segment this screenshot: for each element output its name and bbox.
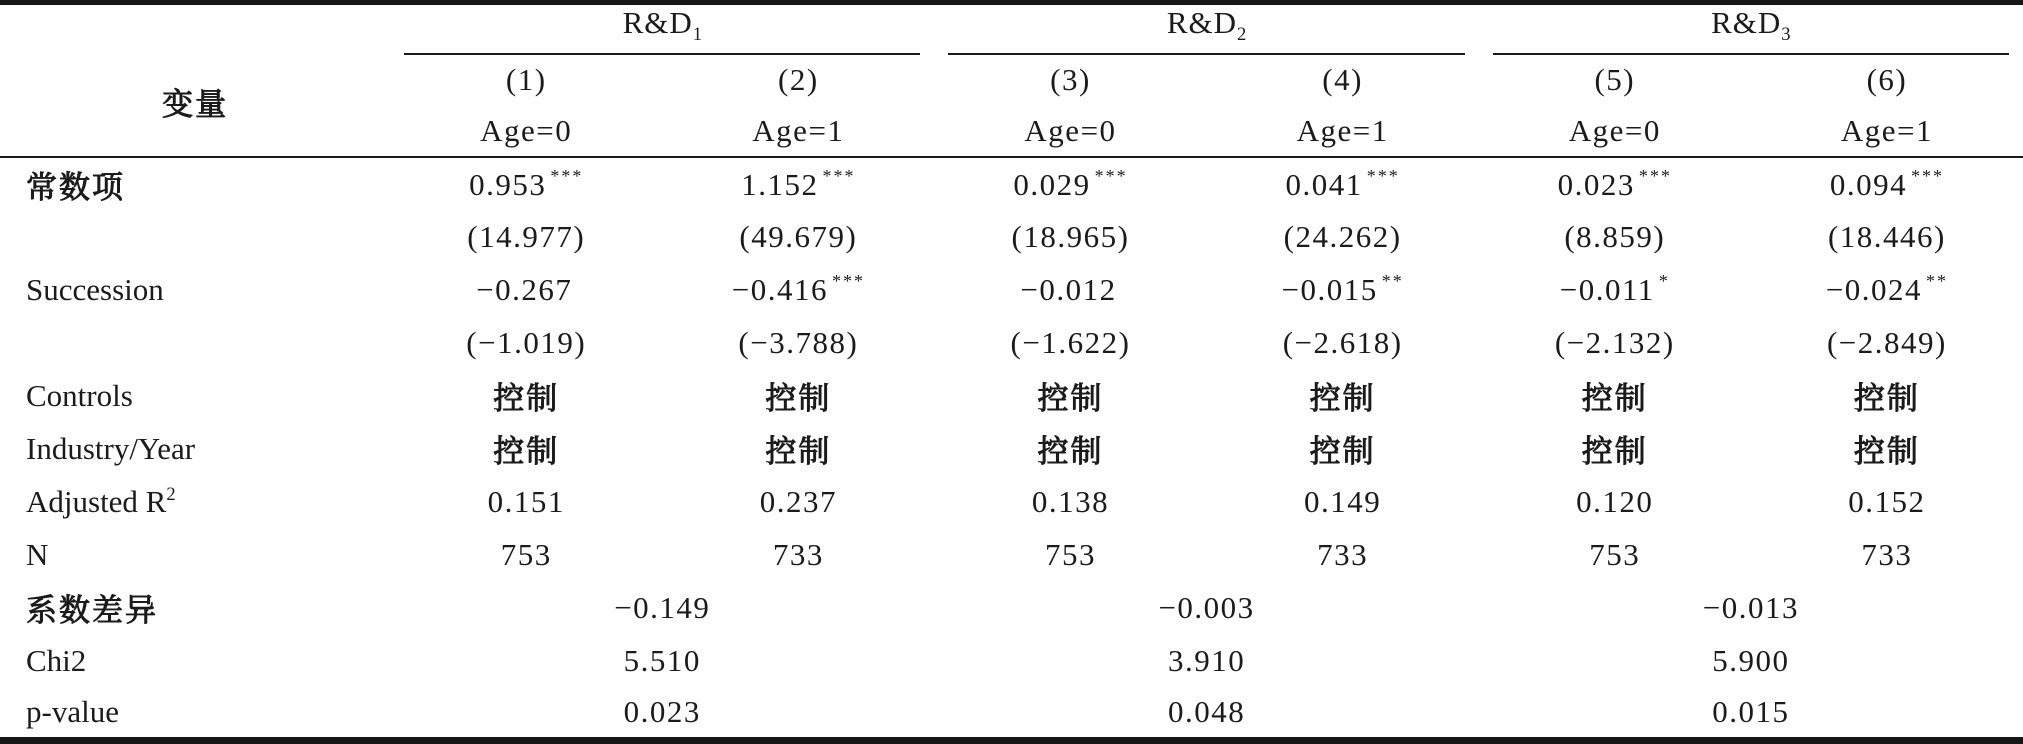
model-number-6: (6): [1866, 62, 1908, 97]
controlled-cell: 控制: [493, 381, 560, 417]
age-label-4: Age=1: [1207, 105, 1479, 157]
controlled-cell: 控制: [1853, 434, 1920, 470]
coef-cell: [1479, 263, 1751, 316]
coef-cell: [1479, 157, 1751, 210]
significance-stars: **: [1381, 271, 1404, 292]
controlled-cell: 控制: [1581, 434, 1648, 470]
coef-value: −0.416: [731, 272, 828, 308]
coef-value: 0.023: [1557, 166, 1635, 202]
controlled-cell: 控制: [1037, 381, 1104, 417]
row-label-adjusted-r2: [0, 475, 390, 528]
group-stat-cell: 0.023: [623, 694, 701, 730]
coef-cell: [1207, 157, 1479, 210]
coef-value: −0.015: [1281, 272, 1378, 308]
succession-coef-row: [0, 263, 2023, 316]
stat-cell: 0.138: [1031, 483, 1110, 519]
coef-value: 0.029: [1013, 166, 1091, 202]
coef-value: −0.267: [476, 272, 573, 308]
group-stat-cell: −0.013: [1702, 589, 1799, 625]
stat-cell: 0.152: [1848, 483, 1926, 519]
model-number-4: (4): [1322, 62, 1363, 97]
controlled-cell: 控制: [765, 381, 832, 417]
stat-cell: 0.149: [1304, 483, 1382, 519]
coef-value: −0.024: [1825, 272, 1923, 308]
coef-value: −0.012: [1020, 272, 1117, 308]
controlled-cell: 控制: [1581, 381, 1648, 417]
group-subscript-rd3: 3: [1781, 24, 1791, 45]
row-label-n: N: [26, 536, 49, 572]
coef-cell: [662, 157, 934, 210]
tstat-cell: (−1.019): [466, 324, 587, 360]
row-label-controls: Controls: [26, 377, 133, 413]
coef-value: 0.094: [1829, 166, 1908, 202]
tstat-cell: (49.679): [739, 218, 858, 254]
tstat-cell: (−2.132): [1554, 324, 1675, 360]
model-number-5: (5): [1594, 62, 1636, 97]
significance-stars: ***: [832, 271, 865, 292]
adjusted-r-exponent: 2: [166, 483, 176, 505]
controls-row: [0, 369, 2023, 422]
controlled-cell: 控制: [1309, 381, 1376, 417]
group-stat-cell: −0.149: [614, 589, 711, 625]
stat-cell: 753: [1045, 536, 1096, 572]
controlled-cell: 控制: [1853, 381, 1920, 417]
tstat-cell: (−1.622): [1010, 324, 1131, 360]
succession-tstat-row: [0, 316, 2023, 369]
group-stat-cell: −0.003: [1158, 589, 1255, 625]
group-header-rd3: [1479, 3, 2023, 56]
tstat-cell: (−2.849): [1826, 324, 1947, 360]
row-label-succession: Succession: [26, 271, 164, 307]
coef-cell: [390, 157, 662, 210]
constant-tstat-row: [0, 210, 2023, 263]
group-label-rd1: R&D: [622, 5, 693, 40]
chi2-row: [0, 634, 2023, 687]
stat-cell: 0.151: [487, 483, 565, 519]
coef-value: −0.011: [1559, 272, 1655, 308]
coef-value: 0.041: [1285, 166, 1363, 202]
row-label-empty: [0, 316, 390, 369]
group-label-rd3: R&D: [1711, 5, 1782, 40]
age-label-5: Age=0: [1479, 105, 1751, 157]
stat-cell: 0.120: [1576, 483, 1654, 519]
controlled-cell: 控制: [1037, 434, 1104, 470]
tstat-cell: (−3.788): [738, 324, 859, 360]
group-stat-cell: 0.015: [1712, 694, 1790, 730]
group-stat-cell: 5.900: [1712, 642, 1790, 678]
adjusted-r2-row: [0, 475, 2023, 528]
coef-cell: [662, 263, 934, 316]
group-stat-cell: 5.510: [623, 642, 701, 678]
age-label-6: Age=1: [1751, 105, 2023, 157]
tstat-cell: (24.262): [1283, 218, 1402, 254]
tstat-cell: (8.859): [1564, 218, 1666, 254]
variable-column-header: [0, 3, 390, 158]
table-body: [0, 157, 2023, 741]
group-label-rd2: R&D: [1166, 5, 1238, 40]
stat-cell: 753: [500, 536, 552, 572]
coef-cell: [1751, 263, 2023, 316]
significance-stars: ***: [550, 165, 584, 186]
n-row: [0, 528, 2023, 581]
coef-cell: [934, 263, 1206, 316]
controlled-cell: 控制: [493, 434, 560, 470]
age-label-2: Age=1: [662, 105, 934, 157]
group-subscript-rd1: 1: [692, 24, 703, 45]
row-label-p-value: p-value: [26, 694, 119, 730]
controlled-cell: 控制: [1309, 434, 1376, 470]
significance-stars: ***: [1094, 165, 1128, 186]
significance-stars: ***: [1638, 165, 1672, 186]
p-value-row: [0, 687, 2023, 740]
coef-diff-row: [0, 581, 2023, 634]
group-stat-cell: 0.048: [1167, 694, 1246, 730]
row-label-coef-diff: 系数差异: [26, 593, 158, 629]
stat-cell: 733: [1317, 536, 1369, 572]
tstat-cell: (−2.618): [1282, 324, 1403, 360]
adjusted-r-label: Adjusted R: [26, 483, 167, 519]
stat-cell: 733: [772, 536, 824, 572]
stat-cell: 733: [1861, 536, 1913, 572]
significance-stars: ***: [1911, 165, 1945, 186]
row-label-empty: [0, 210, 390, 263]
tstat-cell: (14.977): [467, 218, 586, 254]
significance-stars: ***: [822, 165, 856, 186]
coef-value: 0.953: [469, 166, 547, 202]
model-number-1: (1): [505, 62, 547, 97]
coef-value: 1.152: [741, 166, 819, 202]
group-header-row: [0, 3, 2023, 56]
stat-cell: 0.237: [759, 483, 837, 519]
controlled-cell: 控制: [765, 434, 832, 470]
model-number-2: (2): [778, 62, 819, 97]
coef-cell: [1751, 157, 2023, 210]
constant-coef-row: [0, 157, 2023, 210]
tstat-cell: (18.965): [1011, 218, 1130, 254]
variable-header-label: 变量: [162, 87, 229, 122]
coef-cell: [390, 263, 662, 316]
group-stat-cell: 3.910: [1167, 642, 1246, 678]
group-subscript-rd2: 2: [1237, 24, 1247, 45]
significance-stars: *: [1658, 271, 1670, 292]
table-header: [0, 3, 2023, 158]
row-label-chi2: Chi2: [26, 642, 87, 678]
group-header-rd1: [390, 3, 934, 56]
group-underline: [1493, 5, 2009, 55]
stat-cell: 753: [1589, 536, 1641, 572]
model-number-3: (3): [1050, 62, 1091, 97]
coef-cell: [934, 157, 1206, 210]
tstat-cell: (18.446): [1827, 218, 1946, 254]
age-label-3: Age=0: [934, 105, 1206, 157]
group-underline: [404, 5, 920, 55]
row-label-constant: 常数项: [26, 169, 125, 205]
coef-cell: [1207, 263, 1479, 316]
age-label-1: Age=0: [390, 105, 662, 157]
group-header-rd2: [934, 3, 1478, 56]
group-underline: [948, 5, 1464, 55]
significance-stars: **: [1926, 271, 1949, 292]
row-label-industry-year: Industry/Year: [26, 430, 196, 466]
industry-year-row: [0, 422, 2023, 475]
significance-stars: ***: [1366, 165, 1400, 186]
